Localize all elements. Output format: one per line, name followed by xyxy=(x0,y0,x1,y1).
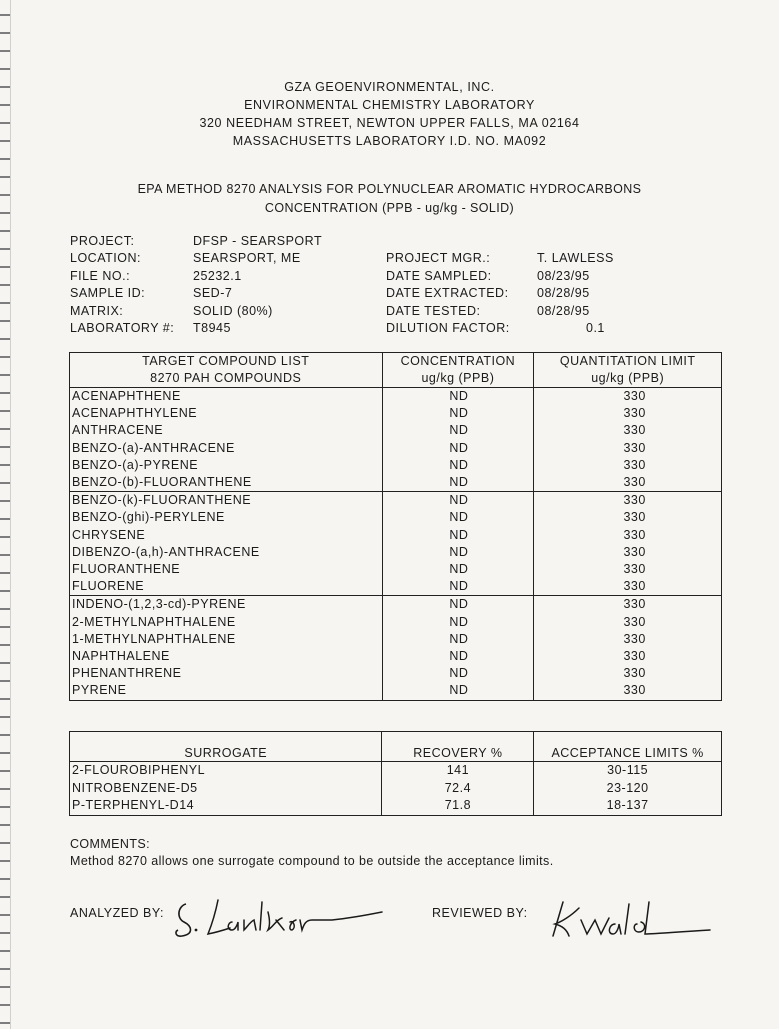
quantitation-limit: 330 xyxy=(534,648,722,665)
compound-name: ACENAPHTHENE xyxy=(70,388,383,406)
compound-name: BENZO-(k)-FLUORANTHENE xyxy=(70,492,383,510)
reviewed-signature xyxy=(545,898,715,943)
quantitation-limit: 330 xyxy=(534,405,722,422)
concentration-value: ND xyxy=(382,405,534,422)
comments-section xyxy=(70,836,554,870)
lab-id: MASSACHUSETTS LABORATORY I.D. NO. MA092 xyxy=(232,134,547,148)
table-row xyxy=(70,527,722,544)
info-value: SED-7 xyxy=(193,286,233,301)
info-value: SEARSPORT, ME xyxy=(193,251,301,266)
pah-results-body xyxy=(70,388,722,701)
method-title xyxy=(0,180,779,218)
table-row xyxy=(70,561,722,578)
table-row xyxy=(70,682,722,700)
surrogate-body xyxy=(70,762,722,816)
compound-name: 1-METHYLNAPHTHALENE xyxy=(70,631,383,648)
quantitation-limit: 330 xyxy=(534,614,722,631)
info-label: DATE EXTRACTED: xyxy=(386,286,509,301)
concentration-value: ND xyxy=(382,578,534,596)
surrogate-table xyxy=(69,731,722,816)
info-label: LOCATION: xyxy=(70,251,141,266)
table-row xyxy=(70,797,722,815)
info-row xyxy=(70,285,720,302)
table-row xyxy=(70,509,722,526)
table-row xyxy=(70,388,722,406)
concentration-value: ND xyxy=(382,614,534,631)
quantitation-limit: 330 xyxy=(534,544,722,561)
compound-name: INDENO-(1,2,3-cd)-PYRENE xyxy=(70,596,383,614)
compound-name: BENZO-(a)-ANTHRACENE xyxy=(70,440,383,457)
info-value: T. LAWLESS xyxy=(537,251,614,266)
quantitation-limit: 330 xyxy=(534,665,722,682)
compound-name: FLUORANTHENE xyxy=(70,561,383,578)
quantitation-limit: 330 xyxy=(534,527,722,544)
info-value: 0.1 xyxy=(586,320,605,335)
concentration-value: ND xyxy=(382,665,534,682)
info-value: SOLID (80%) xyxy=(193,303,273,318)
info-value: T8945 xyxy=(193,320,231,335)
quantitation-column-header xyxy=(534,353,722,388)
quantitation-limit: 330 xyxy=(534,492,722,510)
concentration-value: ND xyxy=(382,527,534,544)
concentration-value: ND xyxy=(382,648,534,665)
table-row xyxy=(70,780,722,798)
concentration-value: ND xyxy=(382,388,534,406)
info-row xyxy=(70,233,720,250)
header-text: TARGET COMPOUND LIST xyxy=(142,354,310,368)
table-row xyxy=(70,665,722,682)
info-value: 08/23/95 xyxy=(537,268,590,283)
concentration-value: ND xyxy=(382,544,534,561)
info-label: LABORATORY #: xyxy=(70,320,175,335)
table-row xyxy=(70,762,722,780)
quantitation-limit: 330 xyxy=(534,631,722,648)
concentration-value: ND xyxy=(382,422,534,439)
quantitation-limit: 330 xyxy=(534,596,722,614)
info-label: DILUTION FACTOR: xyxy=(386,320,510,335)
concentration-value: ND xyxy=(382,474,534,492)
table-row xyxy=(70,614,722,631)
compound-name: PYRENE xyxy=(70,682,383,700)
quantitation-limit: 330 xyxy=(534,509,722,526)
table-row xyxy=(70,405,722,422)
info-row xyxy=(70,320,720,337)
info-value: DFSP - SEARSPORT xyxy=(193,234,323,248)
compound-name: BENZO-(ghi)-PERYLENE xyxy=(70,509,383,526)
analyzed-signature xyxy=(172,890,387,940)
concentration-value: ND xyxy=(382,631,534,648)
header-text: ug/kg (PPB) xyxy=(591,371,665,385)
header-text: ug/kg (PPB) xyxy=(421,371,495,385)
lab-address: 320 NEEDHAM STREET, NEWTON UPPER FALLS, MA 02164 xyxy=(199,116,580,130)
table-row xyxy=(70,457,722,474)
table-row xyxy=(70,544,722,561)
acceptance-limits: 30-115 xyxy=(534,762,722,780)
header-text: QUANTITATION LIMIT xyxy=(559,354,696,368)
concentration-column-header xyxy=(382,353,534,388)
recovery-value: 141 xyxy=(382,762,534,780)
info-label: FILE NO.: xyxy=(70,268,131,283)
quantitation-limit: 330 xyxy=(534,578,722,596)
table-row xyxy=(70,492,722,510)
table-row xyxy=(70,422,722,439)
compound-name: BENZO-(b)-FLUORANTHENE xyxy=(70,474,383,492)
info-row xyxy=(70,250,720,267)
quantitation-limit: 330 xyxy=(534,440,722,457)
comments-label: COMMENTS: xyxy=(70,837,150,851)
compound-name: 2-METHYLNAPHTHALENE xyxy=(70,614,383,631)
compound-name: ACENAPHTHYLENE xyxy=(70,405,383,422)
units-line: CONCENTRATION (PPB - ug/kg - SOLID) xyxy=(264,201,515,215)
compound-name: ANTHRACENE xyxy=(70,422,383,439)
compound-name: BENZO-(a)-PYRENE xyxy=(70,457,383,474)
info-row xyxy=(70,268,720,285)
compound-name: FLUORENE xyxy=(70,578,383,596)
table-row xyxy=(70,440,722,457)
acceptance-limits: 23-120 xyxy=(534,780,722,798)
recovery-column-header: RECOVERY % xyxy=(382,732,534,762)
acceptance-limits: 18-137 xyxy=(534,797,722,815)
surrogate-column-header: SURROGATE xyxy=(70,732,382,762)
info-label: DATE TESTED: xyxy=(386,303,481,318)
quantitation-limit: 330 xyxy=(534,457,722,474)
reviewed-by-label: REVIEWED BY: xyxy=(432,906,528,920)
analyzed-by-label: ANALYZED BY: xyxy=(70,906,164,920)
acceptance-column-header: ACCEPTANCE LIMITS % xyxy=(534,732,722,762)
surrogate-name: 2-FLOUROBIPHENYL xyxy=(70,762,382,780)
compound-name: DIBENZO-(a,h)-ANTHRACENE xyxy=(70,544,383,561)
quantitation-limit: 330 xyxy=(534,561,722,578)
company-name: GZA GEOENVIRONMENTAL, INC. xyxy=(284,80,495,94)
info-value: 08/28/95 xyxy=(537,286,590,301)
comments-text: Method 8270 allows one surrogate compound to be outside the acceptance limits. xyxy=(70,854,554,868)
compound-column-header xyxy=(70,353,383,388)
info-label: DATE SAMPLED: xyxy=(386,268,492,283)
info-label: SAMPLE ID: xyxy=(70,286,146,301)
info-value: 08/28/95 xyxy=(537,303,590,318)
info-label: MATRIX: xyxy=(70,303,124,318)
concentration-value: ND xyxy=(382,492,534,510)
table-row xyxy=(70,578,722,596)
concentration-value: ND xyxy=(382,440,534,457)
info-value: 25232.1 xyxy=(193,268,242,283)
concentration-value: ND xyxy=(382,457,534,474)
quantitation-limit: 330 xyxy=(534,388,722,406)
table-row xyxy=(70,474,722,492)
method-line: EPA METHOD 8270 ANALYSIS FOR POLYNUCLEAR AROMATIC HYDROCARBONS xyxy=(137,182,642,196)
info-label: PROJECT MGR.: xyxy=(386,251,491,266)
concentration-value: ND xyxy=(382,509,534,526)
header-text: CONCENTRATION xyxy=(400,354,516,368)
concentration-value: ND xyxy=(382,682,534,700)
info-row xyxy=(70,303,720,320)
recovery-value: 71.8 xyxy=(382,797,534,815)
concentration-value: ND xyxy=(382,561,534,578)
table-row xyxy=(70,648,722,665)
surrogate-name: P-TERPHENYL-D14 xyxy=(70,797,382,815)
table-row xyxy=(70,631,722,648)
recovery-value: 72.4 xyxy=(382,780,534,798)
table-row xyxy=(70,596,722,614)
quantitation-limit: 330 xyxy=(534,422,722,439)
surrogate-name: NITROBENZENE-D5 xyxy=(70,780,382,798)
compound-name: PHENANTHRENE xyxy=(70,665,383,682)
quantitation-limit: 330 xyxy=(534,474,722,492)
compound-name: NAPHTHALENE xyxy=(70,648,383,665)
lab-name: ENVIRONMENTAL CHEMISTRY LABORATORY xyxy=(244,98,535,112)
table-header-row xyxy=(70,732,722,762)
compound-name: CHRYSENE xyxy=(70,527,383,544)
lab-header xyxy=(0,78,779,150)
info-label: PROJECT: xyxy=(70,234,135,248)
sample-info xyxy=(70,233,720,337)
pah-results-table xyxy=(69,352,722,701)
header-text: 8270 PAH COMPOUNDS xyxy=(150,371,302,385)
quantitation-limit: 330 xyxy=(534,682,722,700)
concentration-value: ND xyxy=(382,596,534,614)
table-header-row xyxy=(70,353,722,388)
